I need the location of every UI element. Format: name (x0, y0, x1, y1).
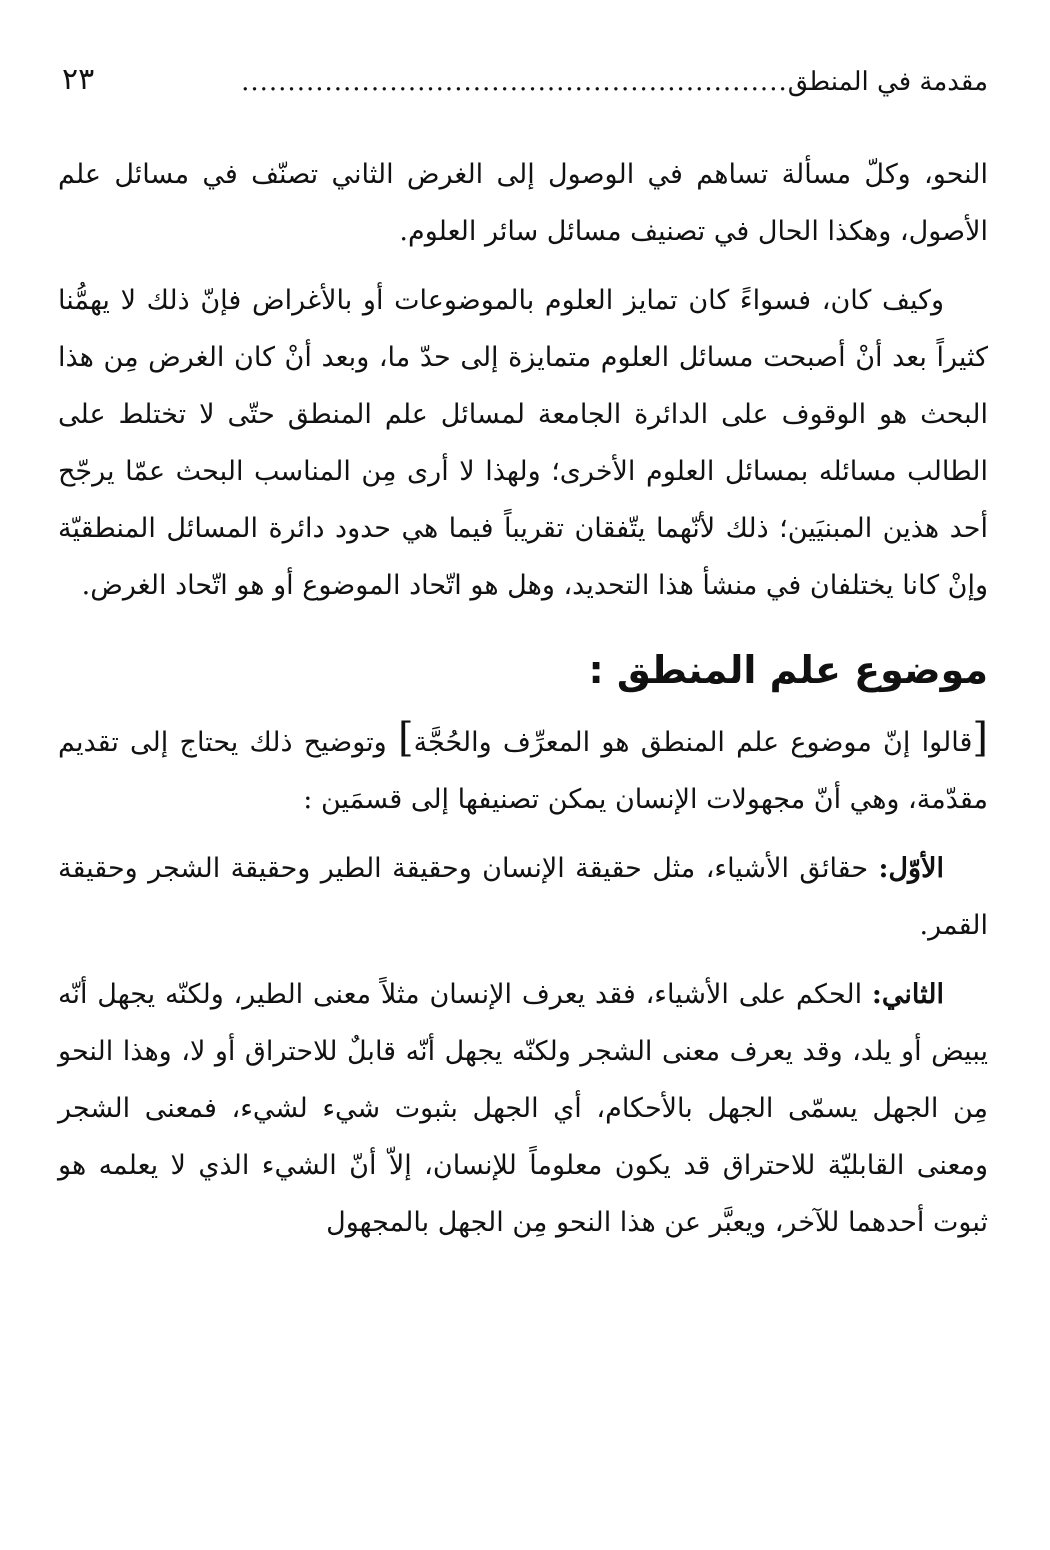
leader-dots: ........................................................... (241, 66, 788, 97)
bracketed-definition: قالوا إنّ موضوع علم المنطق هو المعرِّف والحُجَّة (413, 727, 973, 758)
open-bracket: [ (972, 715, 988, 761)
second-label: الثاني: (871, 979, 944, 1010)
page-body (58, 146, 988, 1251)
second-text: الحكم على الأشياء، فقد يعرف الإنسان مثلاً معنى الطير، ولكنّه يجهل أنّه يبيض أو يلد، وقد يعرف معنى الشجر ولكنّه يجهل أنّه قابلٌ للاحتراق أو لا، وهذا النحو مِن الجهل يسمّى الجهل بالأحكام، أي الجهل بثبوت شيء لشيء، فمعنى الشجر ومعنى القابليّة للاحتراق قد يكون معلوماً للإنسان، إلاّ أنّ الشيء الذي لا يعلمه هو ثبوت أحدهما للآخر، ويعبَّر عن هذا النحو مِن الجهل بالمجهول (58, 979, 988, 1238)
paragraph-first-category (58, 840, 988, 954)
running-title: مقدمة في المنطق (787, 66, 988, 97)
first-text: حقائق الأشياء، مثل حقيقة الإنسان وحقيقة الطير وحقيقة الشجر وحقيقة القمر. (58, 853, 988, 941)
subject-explanation: وتوضيح ذلك يحتاج إلى تقديم مقدّمة، وهي أنّ مجهولات الإنسان يمكن تصنيفها إلى قسمَين : (58, 727, 988, 815)
paragraph-second-category (58, 966, 988, 1251)
close-bracket: ] (397, 715, 414, 761)
paragraph-distinction: وكيف كان، فسواءً كان تمايز العلوم بالموضوعات أو بالأغراض فإنّ ذلك لا يهمُّنا كثيراً بعد أنْ أصبحت مسائل العلوم متمايزة إلى حدّ ما، وبعد أنْ كان الغرض مِن هذا البحث هو الوقوف على الدائرة الجامعة لمسائل علم المنطق حتّى لا تختلط على الطالب مسائله بمسائل العلوم الأخرى؛ ولهذا لا أرى مِن المناسب البحث عمّا يرجّح أحد هذين المبنيَين؛ ذلك لأنّهما يتّفقان تقريباً فيما هي حدود دائرة المسائل المنطقيّة وإنْ كانا يختلفان في منشأ هذا التحديد، وهل هو اتّحاد الموضوع أو هو اتّحاد الغرض. (58, 285, 988, 601)
first-label: الأوّل: (878, 853, 944, 884)
page-header (62, 62, 988, 98)
page-number: ٢٣ (62, 62, 95, 97)
paragraph-continuation: النحو، وكلّ مسألة تساهم في الوصول إلى الغرض الثاني تصنّف في مسائل علم الأصول، وهكذا الحال في تصنيف مسائل سائر العلوم. (58, 159, 988, 247)
section-heading: موضوع علم المنطق : (588, 648, 988, 692)
paragraph-subject (58, 710, 988, 828)
